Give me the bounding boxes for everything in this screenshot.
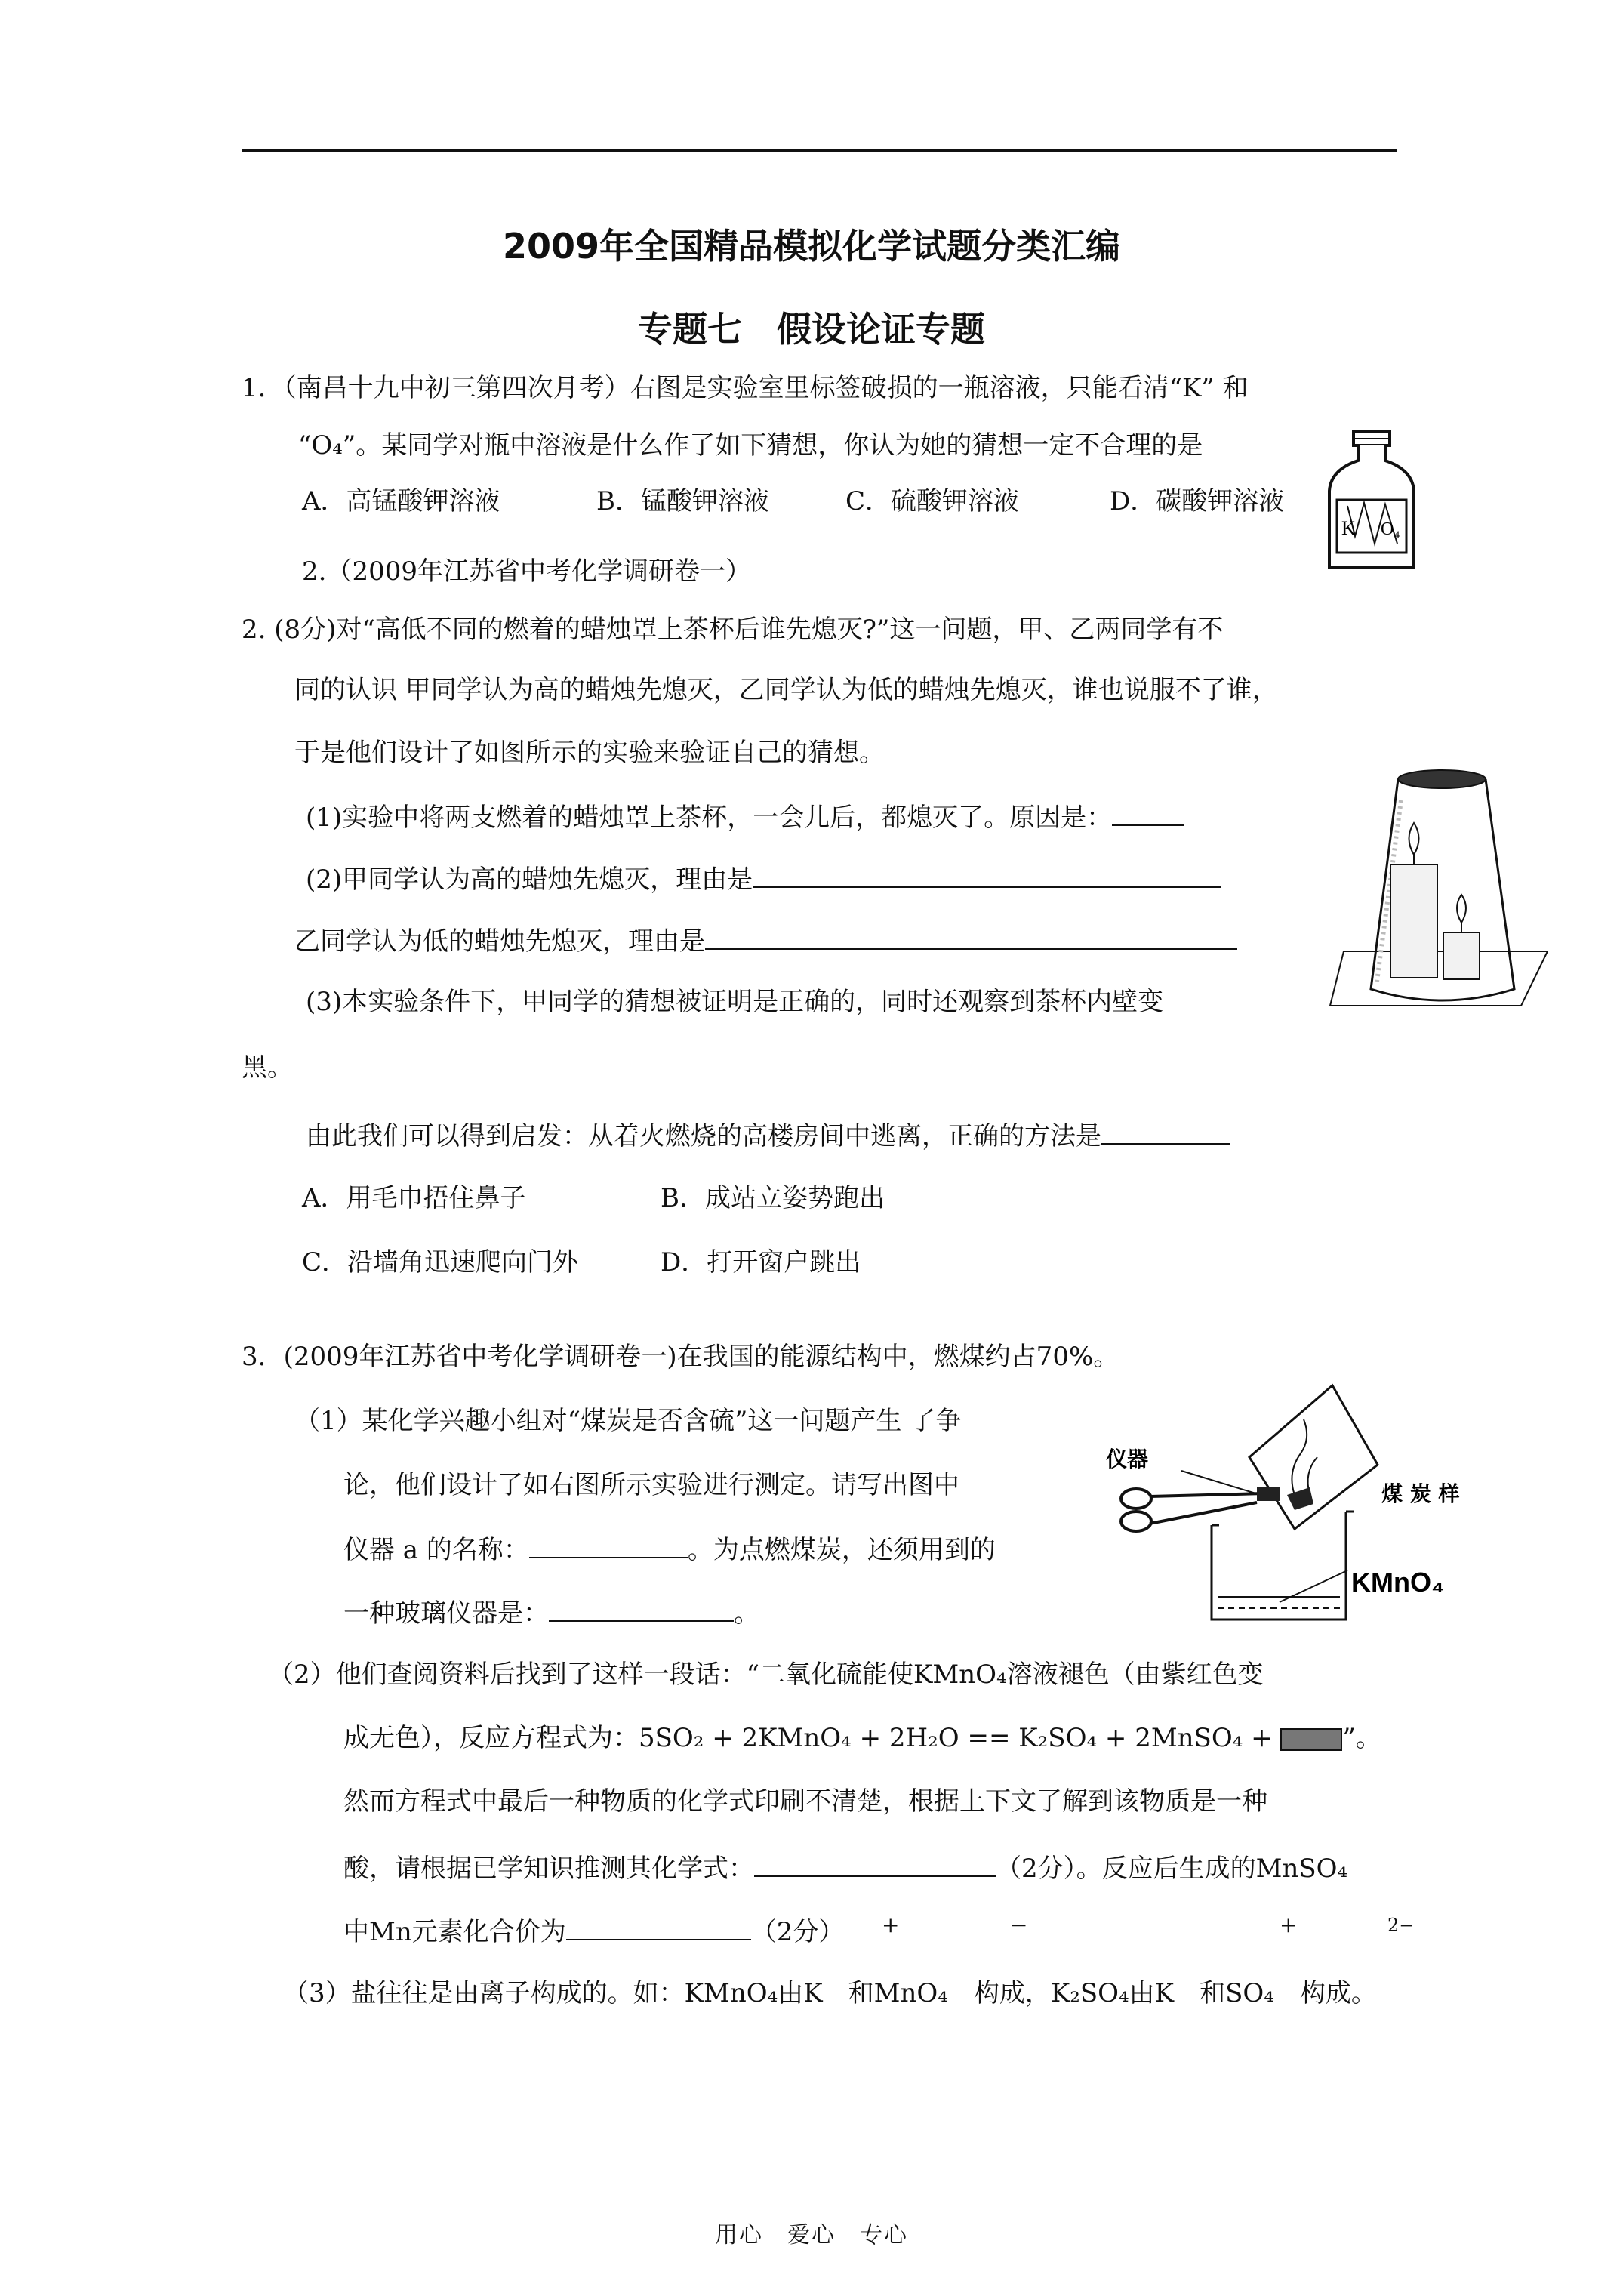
q3-valence-blank[interactable] <box>566 1913 751 1940</box>
page-footer: 用心 爱心 专心 <box>715 2222 908 2248</box>
ion-charge-k-1: + <box>882 1912 900 1937</box>
q3-instrument-blank[interactable] <box>529 1531 688 1558</box>
q3-p1c-post: 。为点燃煤炭，还须用到的 <box>687 1535 996 1565</box>
ion-charge-mno4: − <box>1010 1912 1028 1937</box>
q1-option-d: D．碳酸钾溶液 <box>1110 486 1285 516</box>
coal-test-figure <box>1106 1382 1498 1631</box>
q2-sub1-text: (1)实验中将两支燃着的蜡烛罩上茶杯，一会儿后，都熄灭了。原因是： <box>306 803 1113 833</box>
q3-smudged-formula <box>1280 1728 1342 1751</box>
q3-p2d-post: （2分）。反应后生成的MnSO₄ <box>996 1854 1348 1884</box>
q3-p2b <box>343 1721 1381 1755</box>
q2-option-a: A．用毛巾捂住鼻子 <box>302 1183 526 1213</box>
q2-sub1 <box>306 799 1184 834</box>
q3-p2c: 然而方程式中最后一种物质的化学式印刷不清楚，根据上下文了解到该物质是一种 <box>343 1786 1267 1817</box>
q3-p1d <box>343 1595 759 1630</box>
q3-glass-blank[interactable] <box>549 1595 734 1622</box>
q2-sub2-blank[interactable] <box>753 861 1221 888</box>
q3-p1d-pre: 一种玻璃仪器是： <box>343 1598 549 1629</box>
q2-option-b: B．成站立姿势跑出 <box>661 1183 885 1213</box>
q3-p1b: 论，他们设计了如右图所示实验进行测定。请写出图中 <box>343 1470 959 1500</box>
q3-p2d-pre: 酸，请根据已学知识推测其化学式： <box>343 1854 754 1884</box>
q2-line3: 于是他们设计了如图所示的实验来验证自己的猜想。 <box>294 738 885 768</box>
q2-option-c: C．沿墙角迅速爬向门外 <box>302 1247 579 1277</box>
bottle-label-o4: O₄ <box>1381 519 1400 539</box>
q2-sub3: (3)本实验条件下，甲同学的猜想被证明是正确的，同时还观察到茶杯内壁变 <box>306 987 1164 1017</box>
page-title: 2009年全国精品模拟化学试题分类汇编 <box>502 226 1121 267</box>
candle-cup-figure <box>1329 763 1555 1019</box>
q2-inspire-blank[interactable] <box>1101 1117 1230 1145</box>
q3-equation: 成无色），反应方程式为：5SO₂ + 2KMnO₄ + 2H₂O == K₂SO₄ + 2MnSO₄ + <box>343 1723 1273 1753</box>
q2-sub1-blank[interactable] <box>1112 799 1184 826</box>
q3-p2e-post: （2分） <box>750 1917 845 1947</box>
q2-sub3b: 黑。 <box>242 1052 293 1083</box>
ion-charge-so4: 2− <box>1387 1915 1415 1936</box>
q3-p2e-pre: 中Mn元素化合价为 <box>343 1917 566 1947</box>
section-title: 专题七 假设论证专题 <box>638 309 985 350</box>
q2-sub2 <box>306 861 1221 896</box>
figure-label-coal-sample: 煤 炭 样 <box>1381 1481 1460 1506</box>
q3-p3: （3）盐往往是由离子构成的。如：KMnO₄由K 和MnO₄ 构成，K₂SO₄由K 和SO₄ 构成。 <box>283 1978 1377 2008</box>
q3-p2b-end: ”。 <box>1342 1723 1381 1753</box>
reagent-bottle-figure <box>1325 430 1419 574</box>
q2-sub2b-text: 乙同学认为低的蜡烛先熄灭，理由是 <box>294 926 705 957</box>
figure-label-instrument: 仪器 <box>1106 1447 1149 1472</box>
q1-option-a: A．高锰酸钾溶液 <box>302 486 500 516</box>
ion-charge-k-2: + <box>1280 1912 1298 1937</box>
q2-inspire-text: 由此我们可以得到启发：从着火燃烧的高楼房间中逃离，正确的方法是 <box>306 1121 1101 1151</box>
q2-sub2b-blank[interactable] <box>705 923 1237 950</box>
bottle-label-k: K <box>1341 517 1356 539</box>
q3-line1: 3．(2009年江苏省中考化学调研卷一)在我国的能源结构中，燃煤约占70%。 <box>242 1342 1119 1372</box>
q3-p1a: （1）某化学兴趣小组对“煤炭是否含硫”这一问题产生 了争 <box>294 1406 962 1436</box>
q3-p1c-pre: 仪器 a 的名称： <box>343 1535 529 1565</box>
q2-line2: 同的认识 甲同学认为高的蜡烛先熄灭，乙同学认为低的蜡烛先熄灭，谁也说服不了谁， <box>294 675 1278 705</box>
q1-option-b: B．锰酸钾溶液 <box>596 486 769 516</box>
q3-acid-formula-blank[interactable] <box>754 1850 996 1877</box>
header-rule <box>242 149 1397 152</box>
q3-p2e <box>343 1913 844 1949</box>
q2-sub2b <box>294 923 1237 958</box>
q3-p2d <box>343 1850 1347 1885</box>
q3-p2a: （2）他们查阅资料后找到了这样一段话：“二氧化硫能使KMnO₄溶液褪色（由紫红色变 <box>268 1660 1264 1690</box>
figure-label-kmno4: KMnO₄ <box>1351 1567 1445 1598</box>
q1-note: 2.（2009年江苏省中考化学调研卷一） <box>302 556 751 587</box>
q1-option-c: C．硫酸钾溶液 <box>845 486 1020 516</box>
q3-p1d-post: 。 <box>734 1598 759 1629</box>
q2-sub2-text: (2)甲同学认为高的蜡烛先熄灭，理由是 <box>306 864 753 895</box>
q1-line1: 1．（南昌十九中初三第四次月考）右图是实验室里标签破损的一瓶溶液，只能看清“K” 和 <box>242 373 1249 403</box>
q1-line2: “O₄”。某同学对瓶中溶液是什么作了如下猜想，你认为她的猜想一定不合理的是 <box>298 430 1203 461</box>
q2-line1: 2. (8分)对“高低不同的燃着的蜡烛罩上茶杯后谁先熄灭?”这一问题，甲、乙两同学有不 <box>242 615 1224 645</box>
q3-p1c <box>343 1531 996 1567</box>
q2-inspire <box>306 1117 1230 1153</box>
q2-option-d: D．打开窗户跳出 <box>661 1247 861 1277</box>
